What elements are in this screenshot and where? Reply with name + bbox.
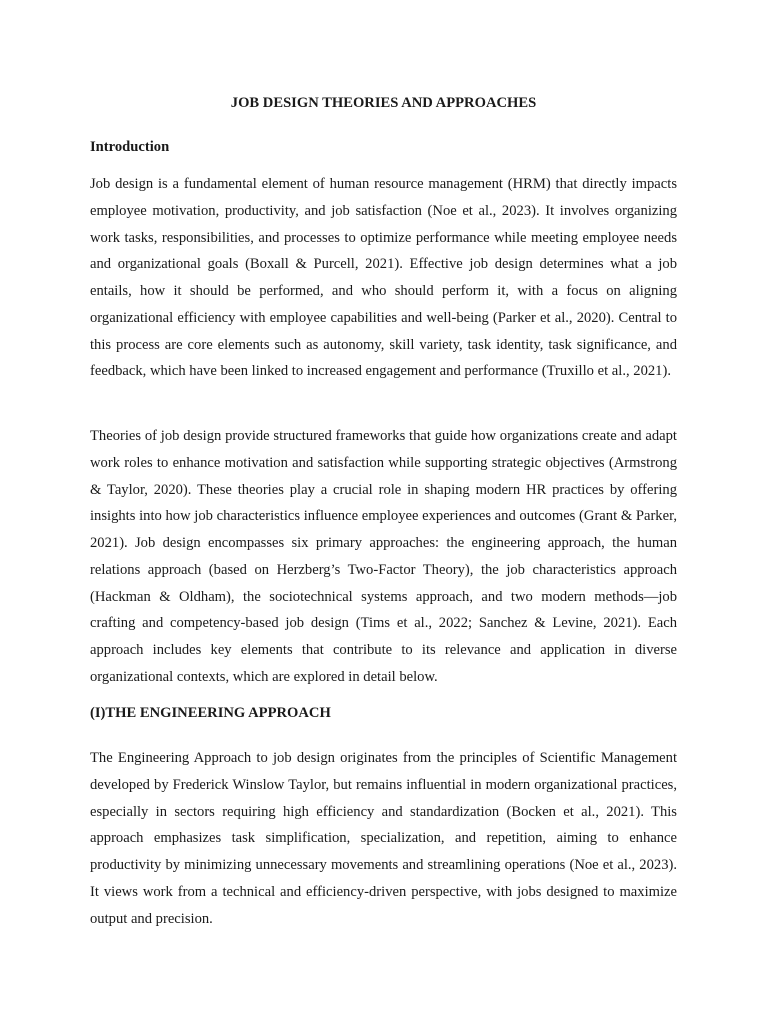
introduction-heading: Introduction: [90, 139, 170, 155]
engineering-approach-heading: (I)THE ENGINEERING APPROACH: [90, 705, 331, 721]
document-title: JOB DESIGN THEORIES AND APPROACHES: [230, 95, 537, 111]
introduction-paragraph-1: Job design is a fundamental element of human resource management (HRM) that directly impacts employee motivation, productivity, and job satisfaction (Noe et al., 2023). It involves organizing work tasks, responsibilities, and processes to optimize performance while meeting employee needs and organizational goals (Boxall & Purcell, 2021). Effective job design determines what a job entails, how it should be performed, and who should perform it, with a focus on aligning organizational efficiency with employee capabilities and well-being (Parker et al., 2020). Central to this process are core elements such as autonomy, skill variety, task identity, task significance, and feedback, which have been linked to increased engagement and performance (Truxillo et al., 2021).: [90, 176, 677, 380]
introduction-paragraph-2: Theories of job design provide structured frameworks that guide how organizations create and adapt work roles to enhance motivation and satisfaction while supporting strategic objectives (Armstrong & Taylor, 2020). These theories play a crucial role in shaping modern HR practices by offering insights into how job characteristics influence employee experiences and outcomes (Grant & Parker, 2021). Job design encompasses six primary approaches: the engineering approach, the human relations approach (based on Herzberg’s Two-Factor Theory), the job characteristics approach (Hackman & Oldham), the sociotechnical systems approach, and two modern methods—job crafting and competency-based job design (Tims et al., 2022; Sanchez & Levine, 2021). Each approach includes key elements that contribute to its relevance and application in diverse organizational contexts, which are explored in detail below.: [90, 428, 677, 685]
engineering-approach-paragraph: The Engineering Approach to job design originates from the principles of Scientific Management developed by Frederick Winslow Taylor, but remains influential in modern organizational practices, especially in sectors requiring high efficiency and standardization (Bocken et al., 2021). This approach emphasizes task simplification, specialization, and repetition, aiming to enhance productivity by minimizing unnecessary movements and streamlining operations (Noe et al., 2023). It views work from a technical and efficiency-driven perspective, with jobs designed to maximize output and precision.: [90, 750, 677, 927]
